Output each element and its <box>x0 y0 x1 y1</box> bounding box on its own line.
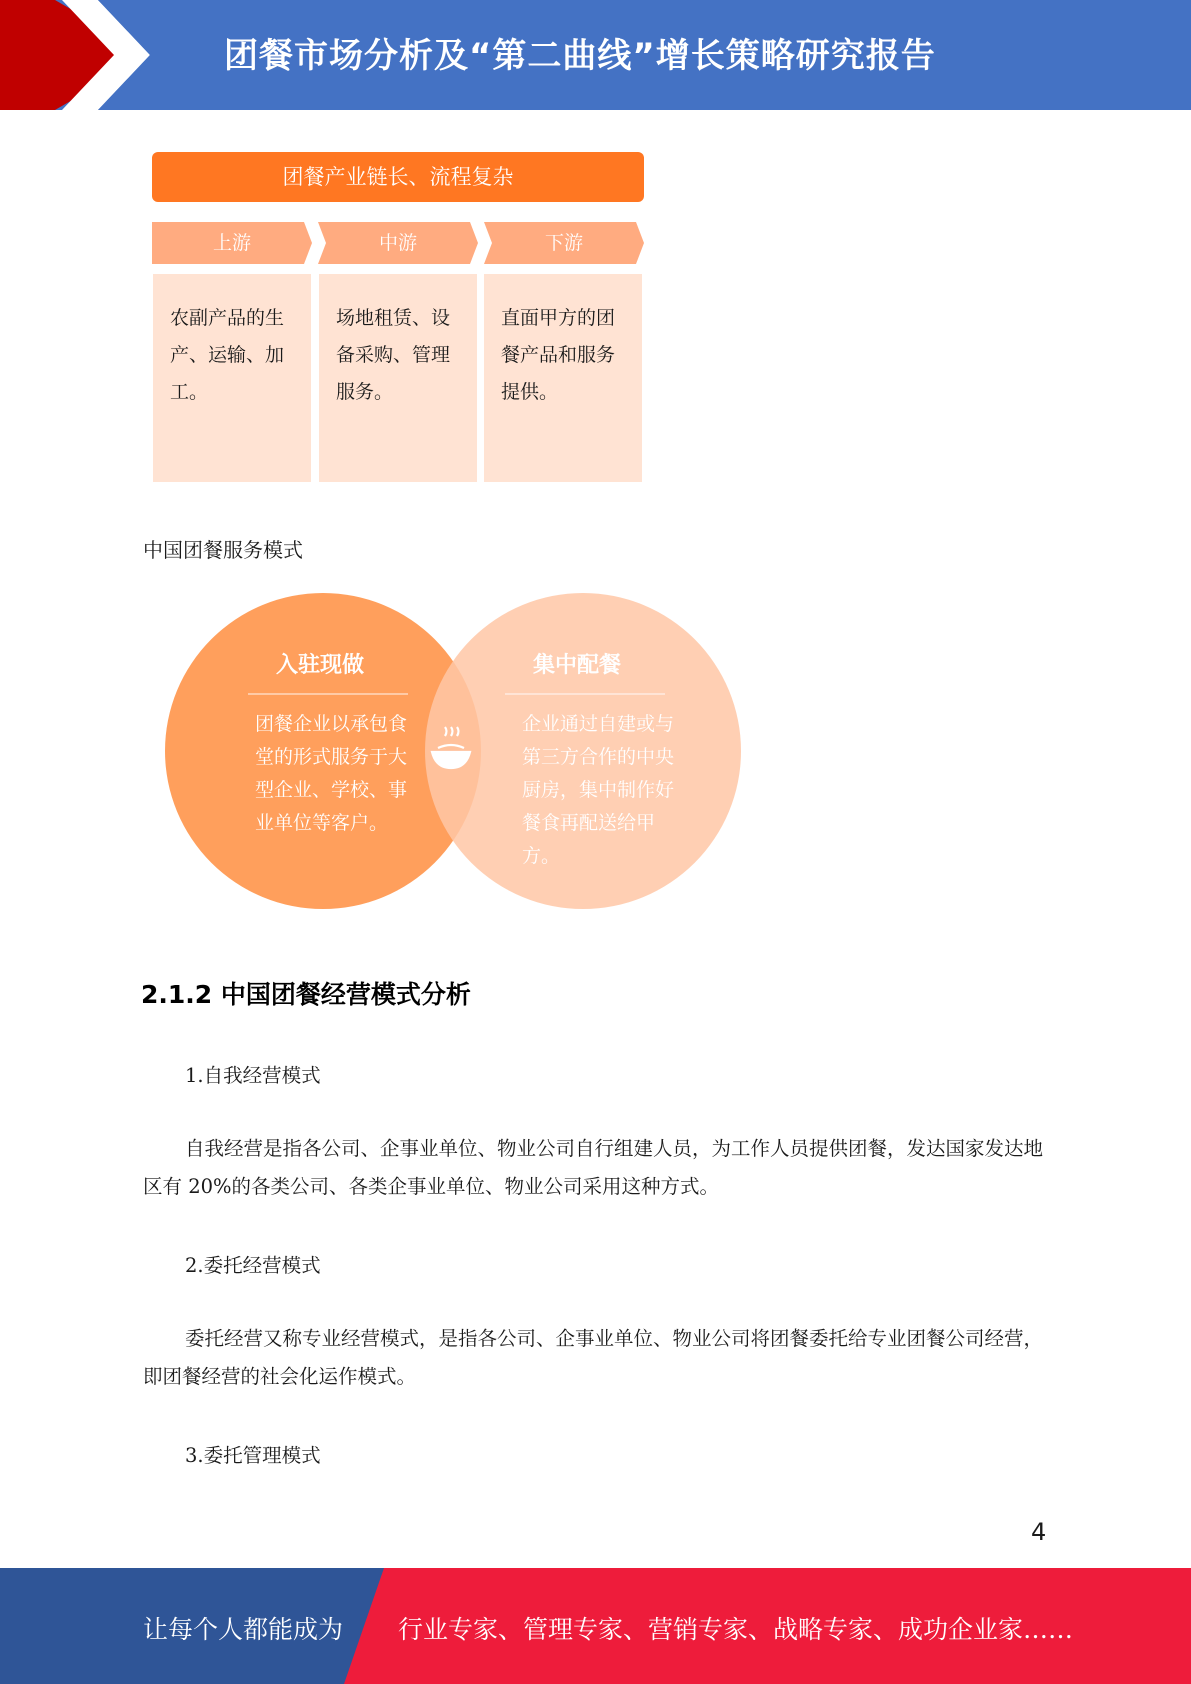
item-title-entrusted-operation: 2.委托经营模式 <box>185 1254 321 1277</box>
stage-description-upstream: 农副产品的生产、运输、加工。 <box>153 274 311 482</box>
stage-tab-downstream <box>484 222 644 264</box>
stage-label: 上游 <box>212 232 251 254</box>
report-title: 团餐市场分析及“第二曲线”增长策略研究报告 <box>224 36 936 76</box>
stage-tab-upstream <box>152 222 312 264</box>
page-number: 4 <box>1031 1518 1047 1546</box>
value-chain-diagram <box>152 152 644 482</box>
venn-text-central: 企业通过自建或与第三方合作的中央厨房，集中制作好餐食再配送给甲方。 <box>522 713 675 867</box>
section-heading: 2.1.2 中国团餐经营模式分析 <box>141 980 471 1009</box>
footer-slogan-left: 让每个人都能成为 <box>143 1615 344 1644</box>
stage-tab-midstream <box>318 222 478 264</box>
item-title-entrusted-management: 3.委托管理模式 <box>185 1444 321 1467</box>
value-chain-banner: 团餐产业链长、流程复杂 <box>152 152 644 202</box>
figure-caption: 中国团餐服务模式 <box>143 538 303 562</box>
item-title-self-operation: 1.自我经营模式 <box>185 1064 321 1087</box>
footer-slogan-right: 行业专家、管理专家、营销专家、战略专家、成功企业家…… <box>398 1615 1074 1644</box>
venn-text-onsite: 团餐企业以承包食堂的形式服务于大型企业、学校、事业单位等客户。 <box>255 713 408 834</box>
service-mode-venn-diagram <box>160 590 750 912</box>
venn-title-central: 集中配餐 <box>532 653 621 678</box>
stage-label: 下游 <box>544 232 583 254</box>
stage-description-midstream: 场地租赁、设备采购、管理服务。 <box>319 274 477 482</box>
paragraph-self-operation: 自我经营是指各公司、企事业单位、物业公司自行组建人员，为工作人员提供团餐，发达国家发达地区有 20%的各类公司、各类企事业单位、物业公司采用这种方式。 <box>143 1137 1044 1198</box>
page-footer <box>0 1568 1191 1684</box>
stage-description-downstream: 直面甲方的团餐产品和服务提供。 <box>484 274 642 482</box>
stage-label: 中游 <box>378 232 417 254</box>
page-header <box>0 0 1191 110</box>
paragraph-entrusted-operation: 委托经营又称专业经营模式，是指各公司、企事业单位、物业公司将团餐委托给专业团餐公司经营，即团餐经营的社会化运作模式。 <box>143 1327 1044 1388</box>
venn-title-onsite: 入驻现做 <box>275 653 364 678</box>
